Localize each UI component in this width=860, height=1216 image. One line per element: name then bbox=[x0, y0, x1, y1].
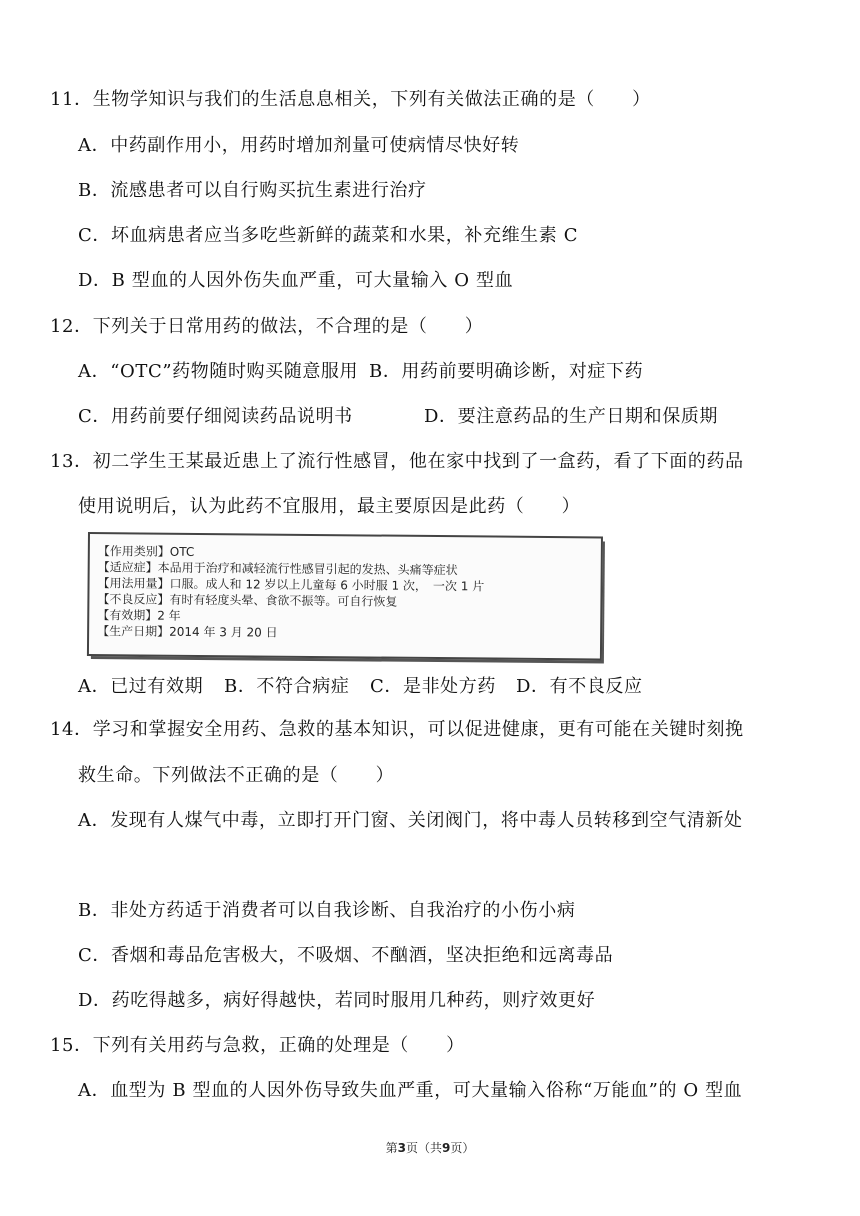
question-11-option-d: D．B 型血的人因外伤失血严重，可大量输入 O 型血 bbox=[78, 270, 514, 291]
question-15-option-a: A．血型为 B 型血的人因外伤导致失血严重，可大量输入俗称“万能血”的 O 型血 bbox=[78, 1080, 743, 1101]
question-11-option-c: C．坏血病患者应当多吃些新鲜的蔬菜和水果，补充维生素 C bbox=[78, 225, 579, 246]
question-12-option-a: A．“OTC”药物随时购买随意服用 bbox=[78, 361, 359, 382]
question-14-stem: 14．学习和掌握安全用药、急救的基本知识，可以促进健康，更有可能在关键时刻挽 bbox=[50, 719, 744, 740]
drug-label-side-effects: 【不良反应】有时有轻度头晕、食欲不振等。可自行恢复 bbox=[97, 592, 398, 609]
footer-page-number: 3 bbox=[397, 1141, 406, 1155]
drug-label-image bbox=[87, 532, 603, 660]
question-14-option-b: B．非处方药适于消费者可以自我诊断、自我治疗的小伤小病 bbox=[78, 900, 576, 921]
question-15-stem: 15．下列有关用药与急救，正确的处理是（ ） bbox=[50, 1035, 465, 1056]
drug-label-category: 【作用类别】OTC bbox=[97, 544, 195, 559]
drug-label-dosage: 【用法用量】口服。成人和 12 岁以上儿童每 6 小时服 1 次， 一次 1 片 bbox=[97, 576, 485, 594]
question-11-option-a: A．中药副作用小，用药时增加剂量可使病情尽快好转 bbox=[78, 135, 520, 156]
question-12-option-c: C．用药前要仔细阅读药品说明书 bbox=[78, 406, 353, 427]
footer-suffix: 页） bbox=[450, 1141, 475, 1155]
drug-label-validity: 【有效期】2 年 bbox=[97, 608, 181, 623]
question-13-option-b: B．不符合病症 bbox=[224, 676, 350, 697]
question-11-stem: 11．生物学知识与我们的生活息息相关，下列有关做法正确的是（ ） bbox=[50, 89, 651, 110]
question-13-stem-continued: 使用说明后，认为此药不宜服用，最主要原因是此药（ ） bbox=[78, 496, 581, 517]
drug-label-indication: 【适应症】本品用于治疗和减轻流行性感冒引起的发热、头痛等症状 bbox=[97, 560, 458, 578]
question-14-option-d: D．药吃得越多，病好得越快，若同时服用几种药，则疗效更好 bbox=[78, 990, 596, 1011]
question-13-option-c: C．是非处方药 bbox=[370, 676, 496, 697]
question-13-stem: 13．初二学生王某最近患上了流行性感冒，他在家中找到了一盒药，看了下面的药品 bbox=[50, 451, 744, 472]
question-14-option-c: C．香烟和毒品危害极大，不吸烟、不酗酒，坚决拒绝和远离毒品 bbox=[78, 945, 614, 966]
question-13-option-d: D．有不良反应 bbox=[516, 676, 643, 697]
footer-prefix: 第 bbox=[385, 1141, 398, 1155]
drug-label-production-date: 【生产日期】2014 年 3 月 20 日 bbox=[97, 624, 278, 640]
question-12-option-b: B．用药前要明确诊断，对症下药 bbox=[369, 361, 644, 382]
footer-middle: 页（共 bbox=[405, 1141, 442, 1155]
question-13-option-a: A．已过有效期 bbox=[78, 676, 204, 697]
question-14-option-a: A．发现有人煤气中毒，立即打开门窗、关闭阀门，将中毒人员转移到空气清新处 bbox=[78, 810, 743, 831]
question-12-option-d: D．要注意药品的生产日期和保质期 bbox=[424, 406, 719, 427]
page-footer bbox=[0, 1140, 860, 1156]
footer-total-pages: 9 bbox=[442, 1141, 451, 1155]
question-14-stem-continued: 救生命。下列做法不正确的是（ ） bbox=[78, 765, 395, 786]
question-12-stem: 12．下列关于日常用药的做法，不合理的是（ ） bbox=[50, 316, 484, 337]
question-11-option-b: B．流感患者可以自行购买抗生素进行治疗 bbox=[78, 180, 427, 201]
